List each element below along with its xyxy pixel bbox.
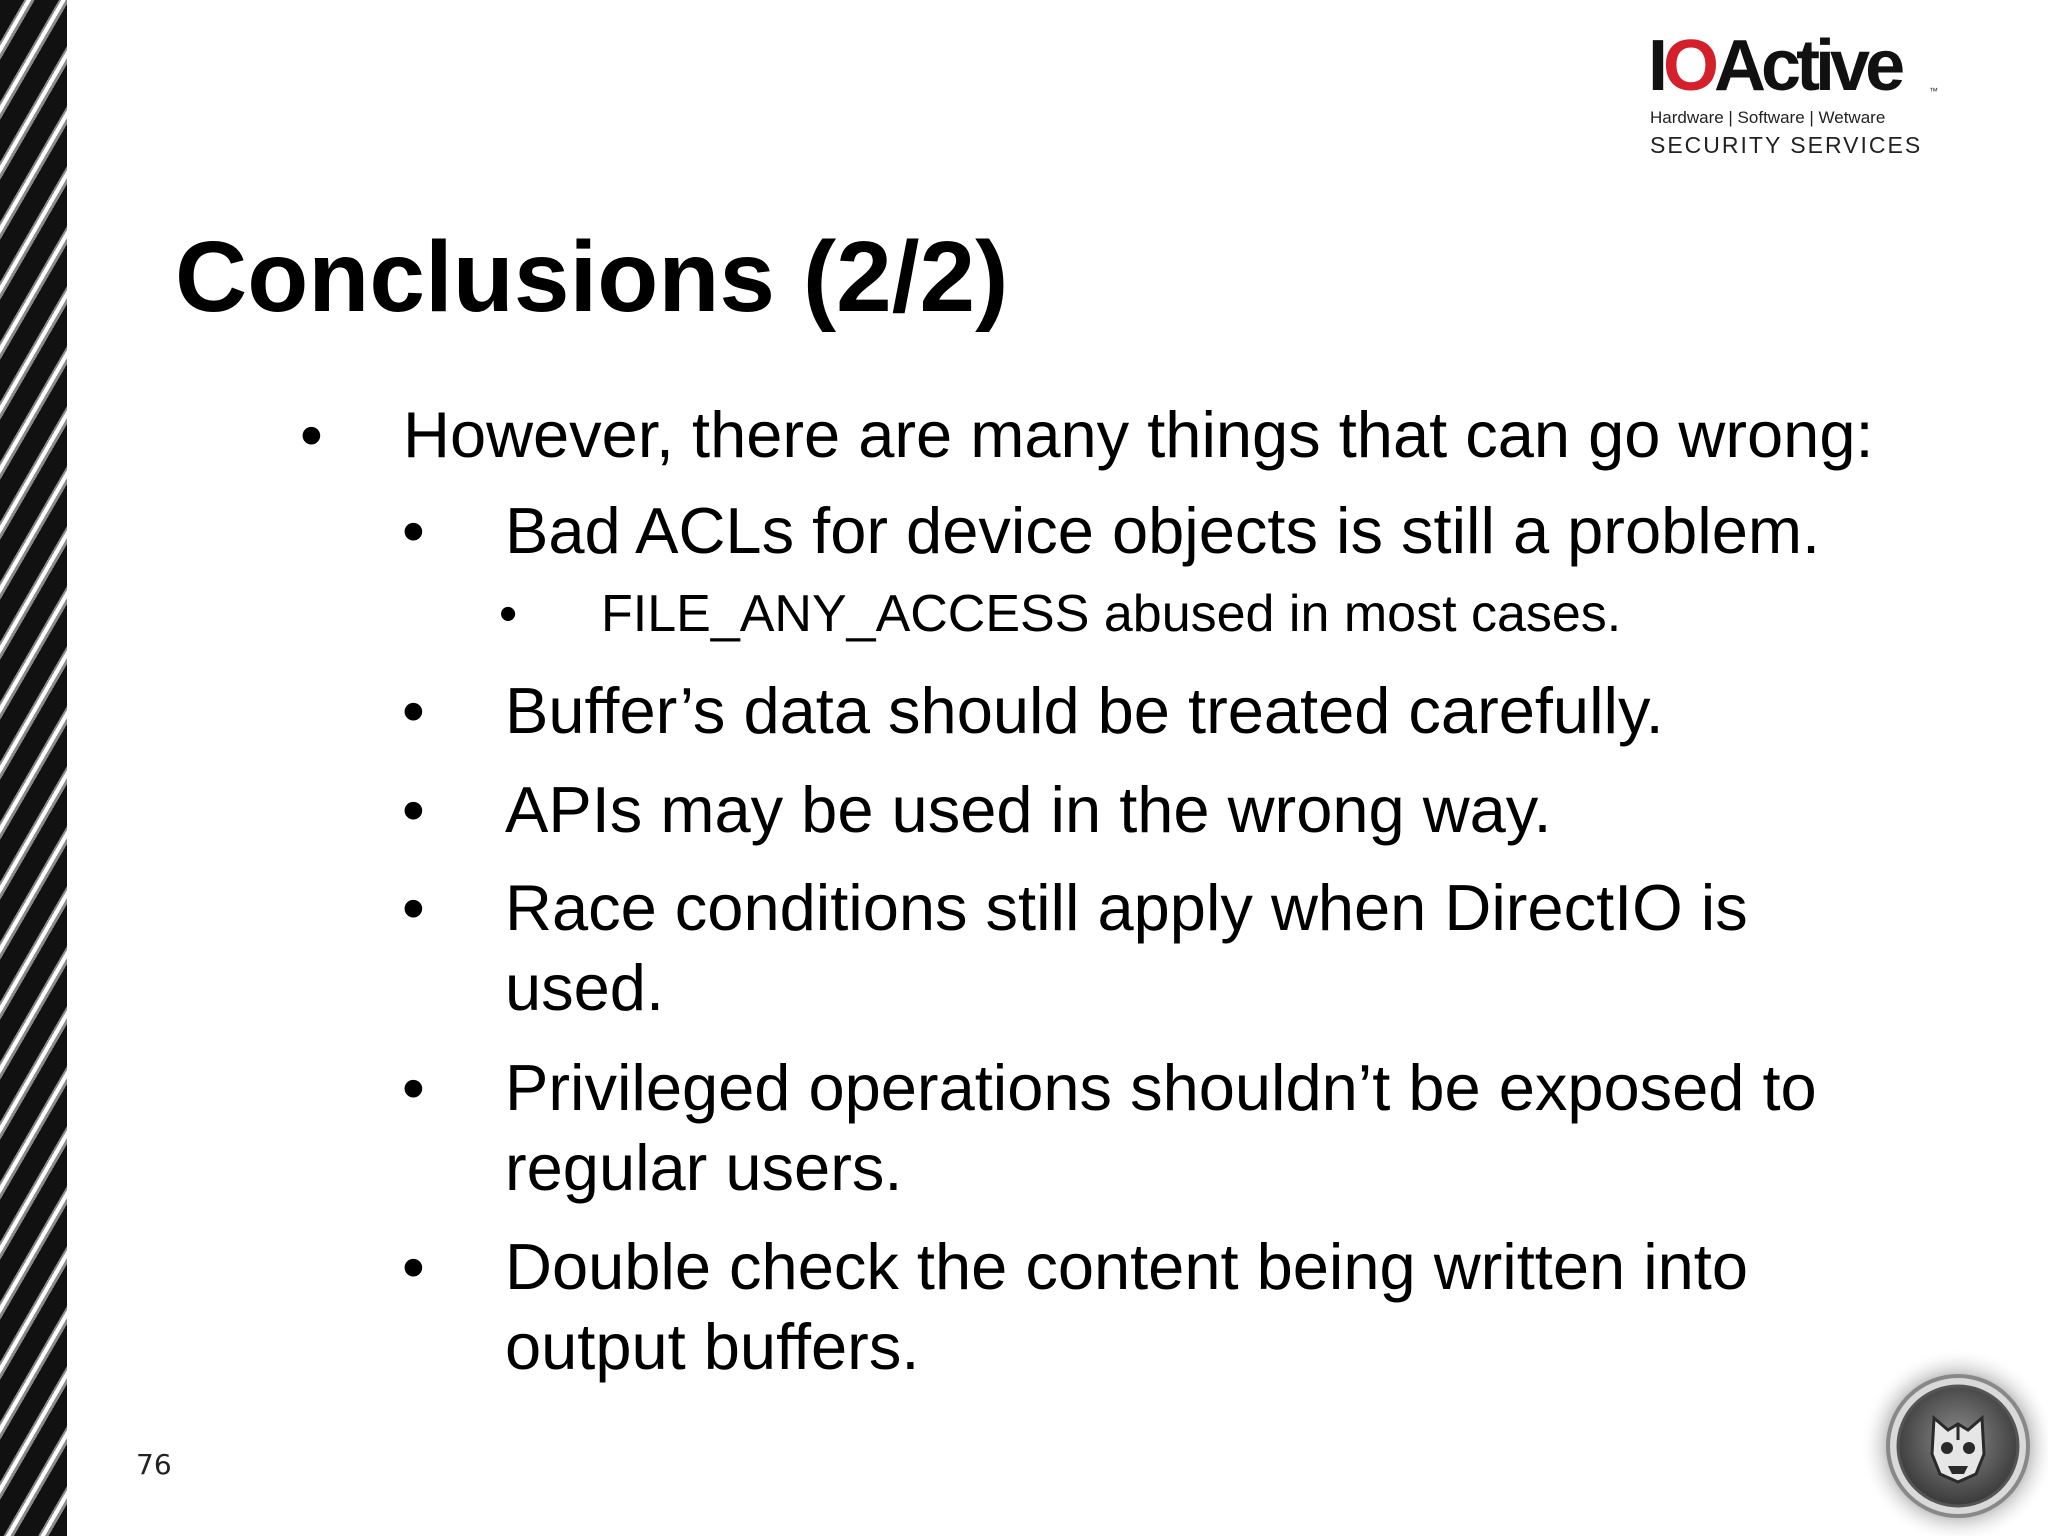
logo-wordmark: IOActive <box>1648 26 1901 106</box>
bullet-text: However, there are many things that can go wrong: <box>403 398 1874 471</box>
bullet-text: output buffers. <box>505 1310 920 1383</box>
logo-tagline: Hardware | Software | Wetware <box>1650 108 1886 127</box>
bullet-text: Buffer’s data should be treated carefully. <box>505 674 1664 747</box>
bullet-dot: • <box>402 773 425 846</box>
bullet-dot: • <box>402 1051 425 1124</box>
bullet-dot: • <box>300 398 323 471</box>
bullet-dot: • <box>402 674 425 747</box>
bullet-dot: • <box>402 1230 425 1303</box>
bullet-text: used. <box>505 951 665 1024</box>
bullet-dot: • <box>499 585 518 643</box>
bullet-text: Double check the content being written into <box>505 1230 1748 1303</box>
logo-services: SECURITY SERVICES <box>1650 132 1923 158</box>
robot-head-badge-icon <box>1838 1326 2048 1536</box>
bullet-dot: • <box>402 494 425 567</box>
bullet-text: Privileged operations shouldn’t be exposed to <box>505 1051 1817 1124</box>
bullet-text: Race conditions still apply when DirectIO is <box>505 871 1748 944</box>
slide-title: Conclusions (2/2) <box>175 221 1009 333</box>
bullet-dot: • <box>402 871 425 944</box>
bullet-text: regular users. <box>505 1131 903 1204</box>
bullet-text: APIs may be used in the wrong way. <box>505 773 1552 846</box>
logo-trademark: ™ <box>1929 86 1938 96</box>
page-number: 76 <box>136 1448 172 1481</box>
bullet-text: FILE_ANY_ACCESS abused in most cases. <box>601 585 1622 643</box>
bullet-text: Bad ACLs for device objects is still a problem. <box>505 494 1821 567</box>
